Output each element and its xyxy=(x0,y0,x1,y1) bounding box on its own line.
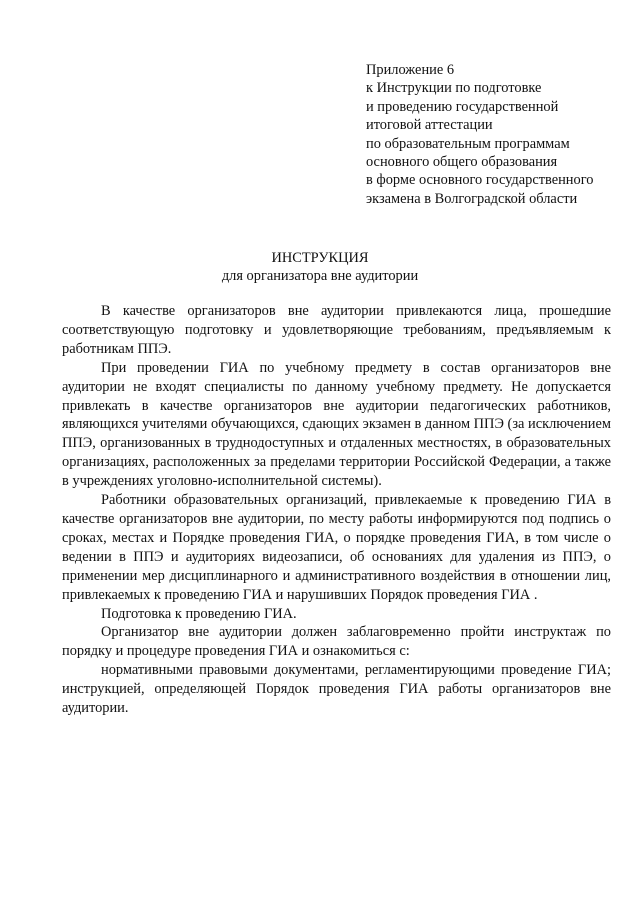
document-subtitle: для организатора вне аудитории xyxy=(221,268,419,285)
appendix-note xyxy=(366,61,628,208)
appendix-line: Приложение 6 xyxy=(366,62,455,78)
appendix-line: основного общего образования xyxy=(366,154,558,171)
body-paragraph: Организатор вне аудитории должен заблаговременно пройти инструктаж по порядку и процедуре проведения ГИА и ознакомиться с: xyxy=(62,624,611,660)
document-body xyxy=(62,302,611,718)
body-paragraph: Подготовка к проведению ГИА. xyxy=(101,605,297,622)
appendix-line: итоговой аттестации xyxy=(366,117,493,134)
document-heading xyxy=(0,249,640,286)
appendix-line: экзамена в Волгоградской области xyxy=(366,190,578,207)
body-paragraph: Работники образовательных организаций, привлекаемые к проведению ГИА в качестве организаторов вне аудитории, по месту работы информируются под подпись о сроках, местах и Порядке проведения ГИА, о порядке проведения ГИА, в том числе о ведении в ППЭ и аудиториях видеозаписи, об основаниях для удаления из ППЭ, о применении мер дисциплинарного и административного воздействия в отношении лиц, привлекаемых к проведению ГИА и нарушивших Порядок проведения ГИА . xyxy=(62,492,611,603)
document-title: ИНСТРУКЦИЯ xyxy=(271,250,369,266)
appendix-line: к Инструкции по подготовке xyxy=(366,80,542,97)
body-paragraph: При проведении ГИА по учебному предмету в состав организаторов вне аудитории не входят специалисты по данному учебному предмету. Не допускается привлекать в качестве организаторов вне аудитории педагогических работников, являющихся учителями обучающихся, сдающих экзамен в данном ППЭ (за исключением ППЭ, организованных в труднодоступных и отдаленных местностях, в образовательных организациях, расположенных за пределами территории Российской Федерации, а также в учреждениях уголовно-исполнительной системы). xyxy=(62,359,611,490)
appendix-line: по образовательным программам xyxy=(366,135,570,152)
body-paragraph: В качестве организаторов вне аудитории привлекаются лица, прошедшие соответствующую подготовку и удовлетворяющие требованиям, предъявляемым к работникам ППЭ. xyxy=(62,303,611,357)
body-paragraph: нормативными правовыми документами, регламентирующими проведение ГИА; инструкцией, определяющей Порядок проведения ГИА работы организаторов вне аудитории. xyxy=(62,662,611,717)
appendix-line: и проведению государственной xyxy=(366,98,559,115)
appendix-line: в форме основного государственного xyxy=(366,172,594,189)
